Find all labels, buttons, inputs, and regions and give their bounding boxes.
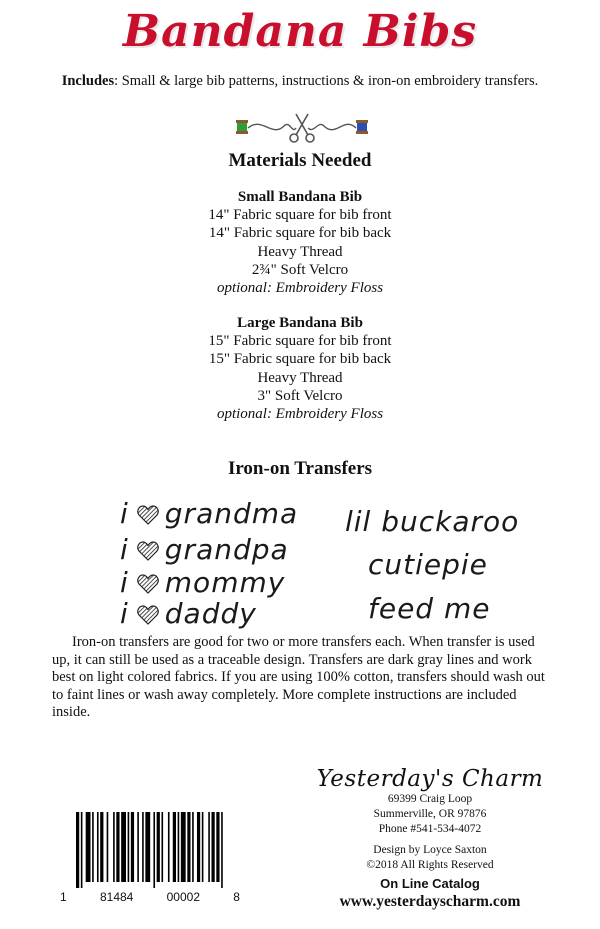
transfer-word: grandpa — [164, 533, 289, 566]
barcode-bar — [202, 812, 204, 882]
brand-logo: Yesterday's Charm — [316, 766, 544, 792]
barcode-bar — [173, 812, 176, 882]
barcode-bar — [97, 812, 99, 882]
barcode-digit: 81484 — [99, 890, 134, 904]
optional-item: optional: Embroidery Floss — [216, 280, 384, 297]
transfer-prefix: i — [120, 497, 129, 530]
large-bib-heading: Large Bandana Bib — [237, 315, 363, 331]
transfer-prefix: i — [120, 533, 129, 566]
barcode — [76, 812, 226, 888]
heart-icon — [137, 574, 159, 594]
phone: Phone #541-534-4072 — [378, 823, 482, 835]
barcode-bar — [208, 812, 210, 882]
transfer-phrase — [120, 566, 285, 599]
website-link[interactable]: www.yesterdayscharm.com — [339, 893, 521, 910]
address-line: 69399 Craig Loop — [387, 793, 473, 805]
barcode-bar — [161, 812, 163, 882]
barcode-bar — [116, 812, 119, 882]
transfer-phrase — [120, 533, 289, 566]
barcode-bar — [113, 812, 115, 882]
barcode-bar — [168, 812, 170, 882]
blue-spool-icon — [356, 120, 368, 134]
list-item: 15" Fabric square for bib front — [208, 333, 392, 350]
list-item: 3" Soft Velcro — [257, 387, 343, 404]
description-text: Iron-on transfers are good for two or more transfers each. When transfer is used up, it can still be used as a traceable design. Transfers are dark gray lines and work best on light colored fabrics. If you are using 100% cotton, transfers should wash out to faint lines or wash away completely. More complete instructions are included inside. — [52, 634, 545, 721]
barcode-bar — [142, 812, 144, 882]
barcode-bar — [192, 812, 194, 882]
barcode-bar — [100, 812, 103, 882]
barcode-bar — [216, 812, 219, 882]
optional-item: optional: Embroidery Floss — [216, 406, 384, 423]
list-item: 2¾" Soft Velcro — [251, 261, 349, 278]
barcode-bar — [211, 812, 214, 882]
transfers-heading: Iron-on Transfers — [227, 458, 373, 479]
transfer-description — [52, 634, 552, 722]
barcode-bar — [221, 812, 223, 888]
barcode-bar — [81, 812, 83, 888]
designer-credit: Design by Loyce Saxton — [373, 844, 487, 856]
page-title: Bandana Bibs — [122, 6, 478, 57]
transfer-phrase — [120, 597, 257, 630]
transfer-phrase: lil buckaroo — [345, 505, 520, 538]
barcode-bar — [178, 812, 180, 882]
small-bib-materials — [0, 188, 600, 297]
barcode-bar — [145, 812, 150, 882]
materials-heading: Materials Needed — [228, 150, 372, 171]
heart-icon — [137, 605, 159, 625]
barcode-bar — [128, 812, 130, 882]
heart-icon — [137, 541, 159, 561]
list-item: Heavy Thread — [257, 369, 343, 386]
copyright: ©2018 All Rights Reserved — [366, 859, 494, 871]
barcode-bar — [107, 812, 109, 882]
green-spool-icon — [236, 120, 248, 134]
small-bib-heading: Small Bandana Bib — [237, 189, 363, 205]
barcode-digits — [60, 890, 240, 904]
barcode-bar — [92, 812, 94, 882]
transfer-prefix: i — [120, 597, 129, 630]
transfer-phrase: feed me — [368, 592, 491, 625]
thread-scissors-ornament — [232, 108, 372, 148]
includes-label: Includes — [61, 73, 115, 89]
includes-text: : Small & large bib patterns, instructions & iron-on embroidery transfers. — [114, 73, 539, 89]
barcode-bar — [197, 812, 200, 882]
transfer-word: mommy — [164, 566, 286, 599]
barcode-bar — [86, 812, 91, 882]
transfer-phrase: cutiepie — [368, 548, 488, 581]
catalog-label: On Line Catalog — [380, 876, 480, 891]
heart-icon — [137, 505, 159, 525]
transfer-word: grandma — [164, 497, 299, 530]
barcode-digit: 1 — [60, 890, 67, 904]
list-item: 14" Fabric square for bib back — [208, 225, 392, 242]
large-bib-materials — [0, 314, 600, 423]
barcode-bar — [157, 812, 160, 882]
barcode-bar — [76, 812, 79, 888]
list-item: 14" Fabric square for bib front — [208, 207, 392, 224]
transfer-word: daddy — [164, 597, 257, 630]
barcode-bar — [137, 812, 139, 882]
list-item: Heavy Thread — [257, 243, 343, 260]
barcode-bar — [187, 812, 190, 882]
address-line: Summerville, OR 97876 — [373, 808, 487, 820]
transfer-prefix: i — [120, 566, 129, 599]
barcode-bar — [121, 812, 126, 882]
includes-line — [0, 73, 600, 90]
transfer-phrase — [120, 497, 298, 530]
barcode-bar — [131, 812, 134, 882]
list-item: 15" Fabric square for bib back — [208, 351, 392, 368]
barcode-digit: 00002 — [166, 890, 200, 904]
barcode-bar — [181, 812, 186, 882]
publisher-info — [300, 766, 560, 911]
barcode-digit: 8 — [233, 890, 240, 904]
scissors-icon — [290, 114, 314, 142]
barcode-bar — [153, 812, 155, 888]
